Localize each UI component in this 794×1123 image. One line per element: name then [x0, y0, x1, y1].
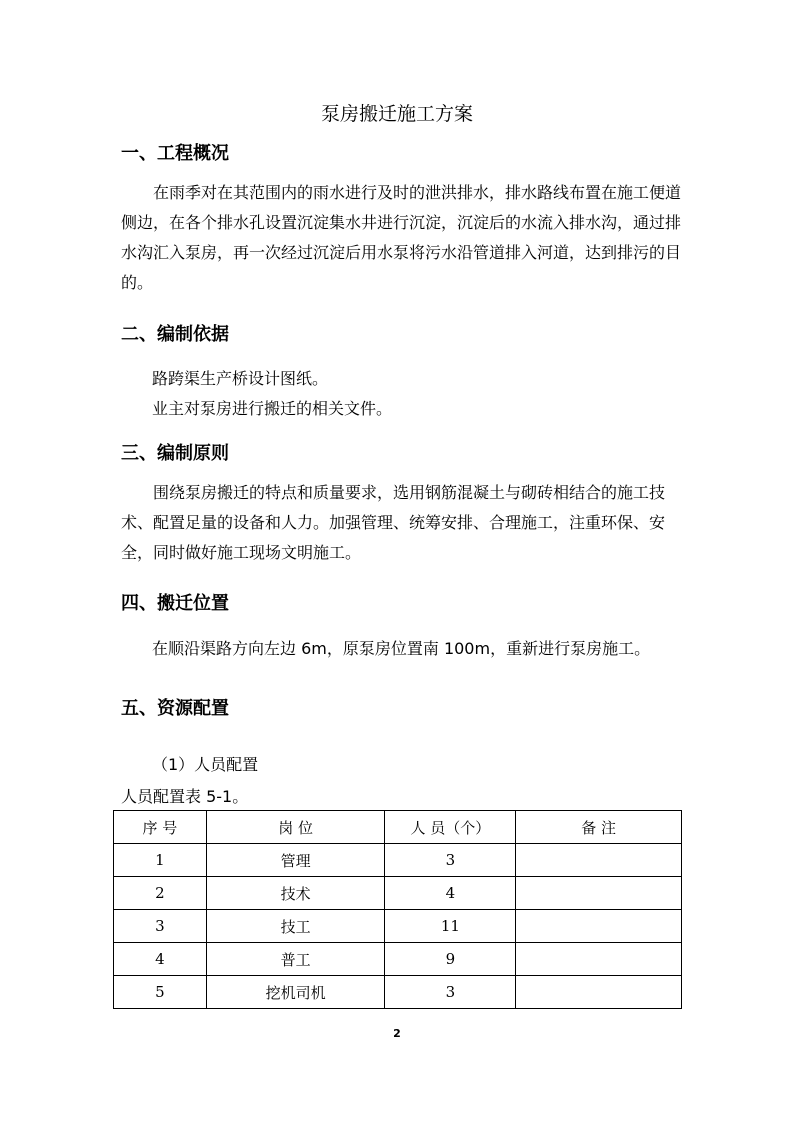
section-body-overview: 在雨季对在其范围内的雨水进行及时的泄洪排水，排水路线布置在施工便道侧边，在各个排水孔设置沉淀集水井进行沉淀，沉淀后的水流入排水沟，通过排水沟汇入泵房，再一次经过沉淀后用水泵将污水沿管道排入河道，达到排污的目的。: [121, 183, 682, 292]
section-heading-principles: 三、编制原则: [121, 443, 229, 464]
staff-table: [113, 810, 682, 1009]
section-heading-location: 四、搬迁位置: [121, 593, 229, 614]
table-cell: 4: [114, 943, 207, 976]
table-cell: 3: [114, 910, 207, 943]
table-cell: 挖机司机: [206, 976, 385, 1009]
table-header-cell: 人 员（个）: [385, 811, 516, 844]
table-cell: 3: [385, 976, 516, 1009]
section-body-location: 在顺沿渠路方向左边 6m，原泵房位置南 100m，重新进行泵房施工。: [152, 639, 651, 658]
table-cell: [516, 844, 682, 877]
table-cell: 11: [385, 910, 516, 943]
table-header-cell: 备 注: [516, 811, 682, 844]
table-cell: [516, 877, 682, 910]
table-cell: [516, 943, 682, 976]
basis-line-1: 路跨渠生产桥设计图纸。: [152, 369, 329, 388]
table-caption: 人员配置表 5-1。: [121, 787, 249, 806]
table-cell: [516, 910, 682, 943]
table-cell: 技工: [206, 910, 385, 943]
table-cell: 1: [114, 844, 207, 877]
table-cell: 普工: [206, 943, 385, 976]
table-cell: 4: [385, 877, 516, 910]
table-cell: [516, 976, 682, 1009]
document-title: 泵房搬迁施工方案: [320, 103, 473, 125]
section-body-principles: 围绕泵房搬迁的特点和质量要求，选用钢筋混凝土与砌砖相结合的施工技术、配置足量的设备和人力。加强管理、统筹安排、合理施工，注重环保、安全，同时做好施工现场文明施工。: [121, 483, 666, 562]
table-row: [114, 844, 682, 877]
table-header-cell: 岗 位: [206, 811, 385, 844]
table-row: [114, 943, 682, 976]
table-cell: 5: [114, 976, 207, 1009]
table-header-row: [114, 811, 682, 844]
table-cell: 3: [385, 844, 516, 877]
table-row: [114, 976, 682, 1009]
table-row: [114, 877, 682, 910]
table-header-cell: 序 号: [114, 811, 207, 844]
resources-subheading: （1）人员配置: [152, 755, 259, 774]
table-cell: 9: [385, 943, 516, 976]
table-cell: 2: [114, 877, 207, 910]
basis-line-2: 业主对泵房进行搬迁的相关文件。: [152, 399, 393, 418]
section-heading-resources: 五、资源配置: [121, 698, 229, 719]
table-cell: 技术: [206, 877, 385, 910]
table-row: [114, 910, 682, 943]
table-cell: 管理: [206, 844, 385, 877]
page-number: 2: [393, 1027, 401, 1040]
section-heading-basis: 二、编制依据: [121, 324, 229, 345]
section-heading-overview: 一、工程概况: [121, 143, 229, 164]
